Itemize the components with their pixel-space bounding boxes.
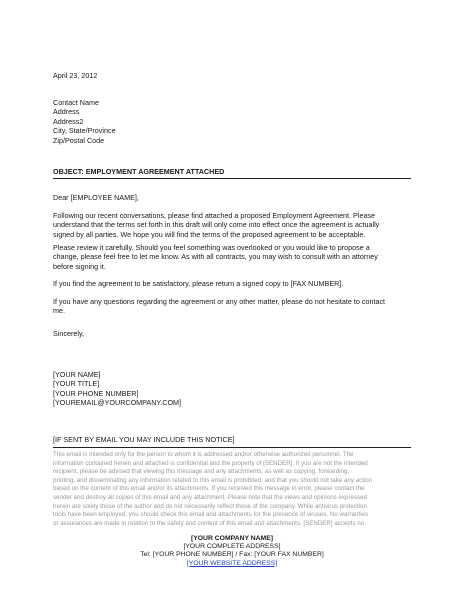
recipient-line: Address2 — [53, 116, 84, 126]
notice-heading: [IF SENT BY EMAIL YOU MAY INCLUDE THIS NOTICE] — [53, 435, 235, 444]
object-divider — [53, 178, 411, 179]
notice-line: tools have been employed, you should check this email and attachments for the presence of viruses. No warranties — [53, 511, 369, 519]
footer-address: [YOUR COMPLETE ADDRESS] — [183, 543, 281, 551]
notice-line: or assurances are made in relation to the safety and content of this email and attachments. [SENDER] accepts no — [53, 519, 365, 527]
notice-line: information contained herein and attached is confidential and the property of [SENDER]. If you are not the intended — [53, 459, 368, 467]
paragraph-1: Following our recent conversations, please find attached a proposed Employment Agreement. Please understand that the terms set forth in this draft will only come into effect once the agreement is actually signed by all parties. We hope you will find the terms of the proposed agreement to be acceptable. — [53, 211, 380, 239]
recipient-line: Address — [53, 107, 80, 117]
salutation: Dear [EMPLOYEE NAME], — [53, 193, 139, 202]
letter-date: April 23, 2012 — [53, 71, 98, 80]
recipient-line: City, State/Province — [53, 126, 116, 136]
paragraph-2: Please review it carefully. Should you feel something was overlooked or you would like to propose a change, please feel free to let me know. As with all contracts, you may wish to consult with an attorney before signing it. — [53, 243, 378, 271]
signature-line: [YOUR NAME] — [53, 370, 101, 379]
closing: Sincerely, — [53, 329, 85, 338]
notice-line: printing, and disseminating any information related to this email is prohibited, and that you should not take any action — [53, 476, 373, 484]
notice-line: sender and destroy all copies of this email and any attachment. Please note that the views and opinions expressed — [53, 493, 368, 501]
footer-company: [YOUR COMPANY NAME] — [190, 535, 274, 542]
notice-divider — [53, 447, 411, 448]
footer-website-link[interactable]: [YOUR WEBSITE ADDRESS] — [186, 559, 278, 567]
recipient-line: Zip/Postal Code — [53, 135, 105, 145]
object-line: OBJECT: EMPLOYMENT AGREEMENT ATTACHED — [53, 167, 225, 176]
notice-line: herein are solely those of the author and do not necessarily reflect those of the company. While antivirus protection — [53, 502, 367, 510]
signature-line: [YOUR PHONE NUMBER] — [53, 388, 139, 398]
recipient-address — [53, 98, 413, 145]
email-notice — [53, 451, 413, 528]
notice-line: This email is intended only for the person to whom it is addressed and/or otherwise authorized personnel. The — [53, 451, 354, 458]
notice-line: recipient, please be advised that viewing this message and any attachments, as well as copying, forwarding, — [53, 468, 350, 476]
recipient-line: Contact Name — [53, 98, 99, 107]
paragraph-4: If you have any questions regarding the agreement or any other matter, please do not hesitate to contact me. — [53, 297, 386, 316]
footer-phone-fax: Tel: [YOUR PHONE NUMBER] / Fax: [YOUR FAX NUMBER] — [140, 551, 324, 559]
signature-line: [YOUREMAIL@YOURCOMPANY.COM] — [53, 398, 182, 408]
signature-line: [YOUR TITLE] — [53, 379, 100, 389]
notice-line: based on the content of this email and/or its attachments. If you received this message in error, please contact the — [53, 485, 365, 493]
paragraph-3: If you find the agreement to be satisfactory, please return a signed copy to [FAX NUMBER]. — [53, 279, 344, 288]
company-footer — [53, 535, 411, 568]
signature-block — [53, 370, 413, 408]
